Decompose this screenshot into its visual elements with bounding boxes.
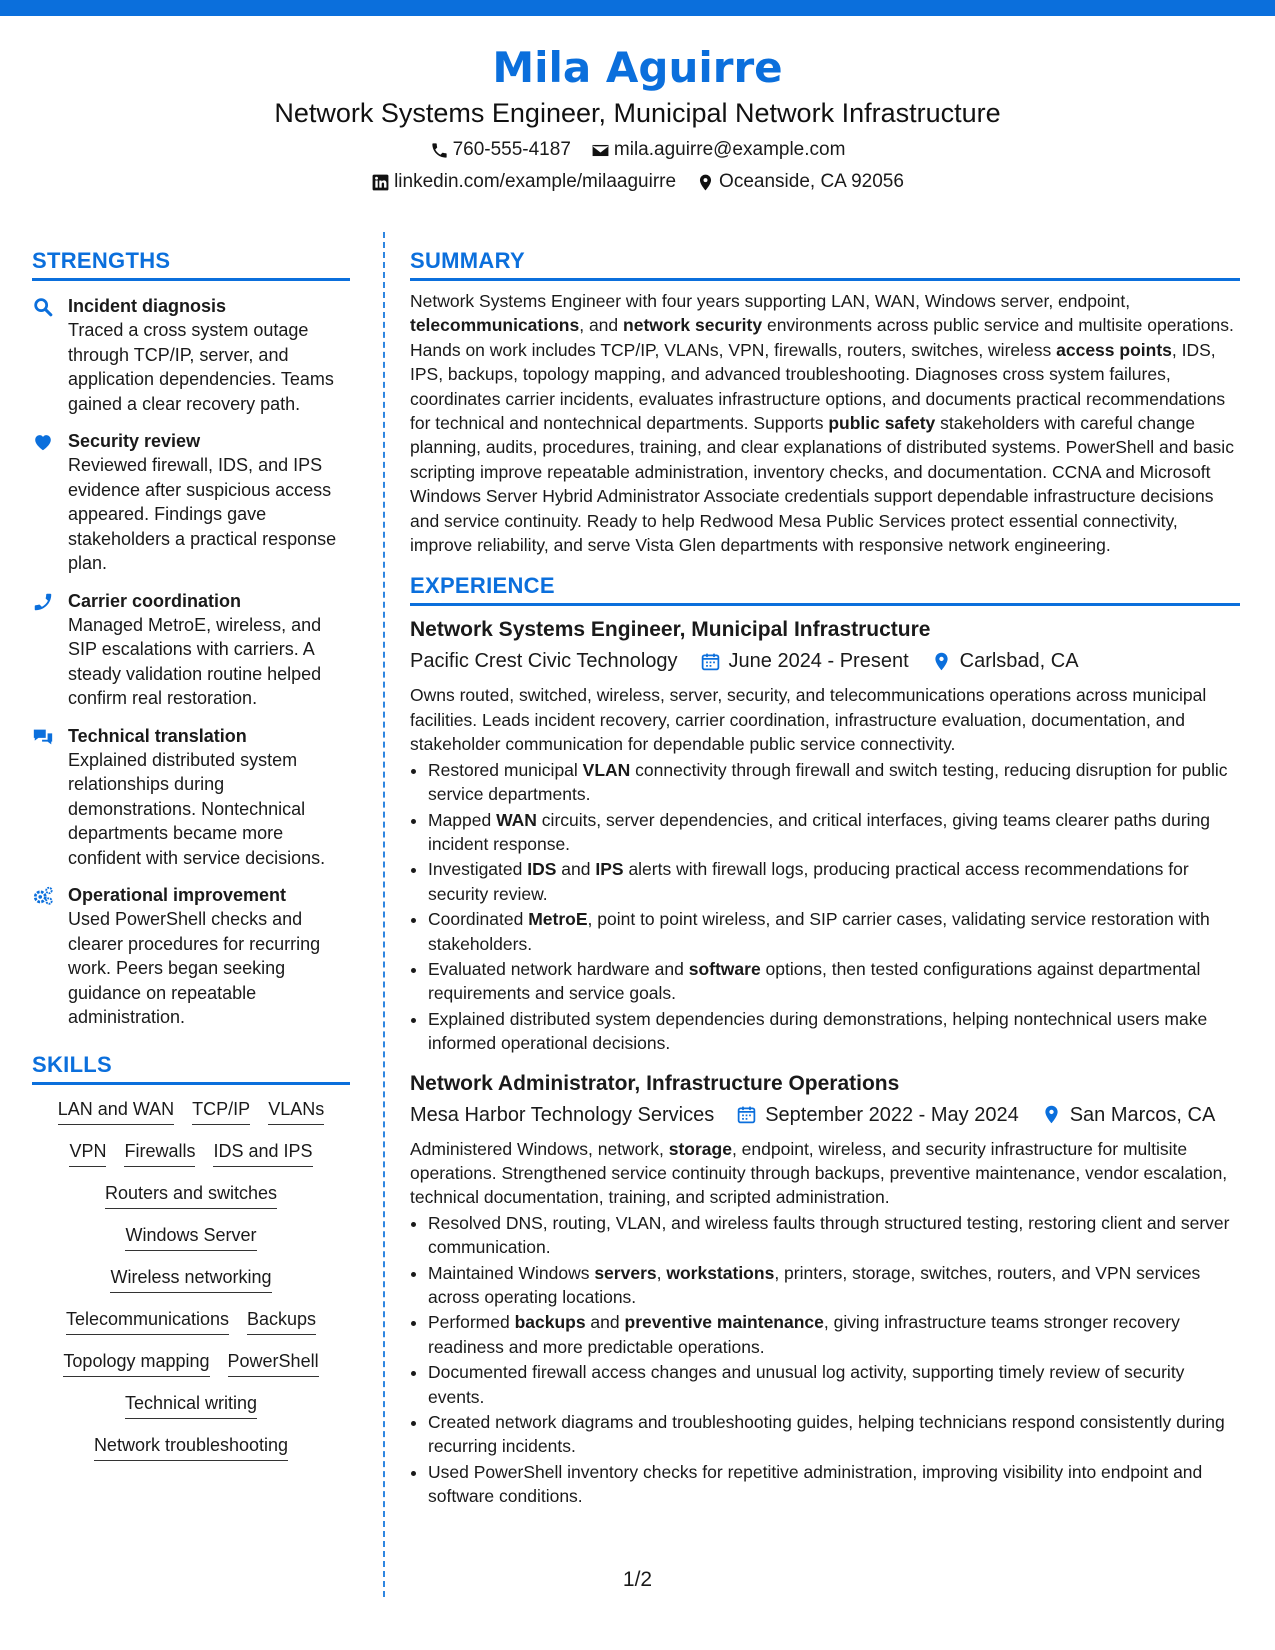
company-name: Pacific Crest Civic Technology xyxy=(410,650,678,673)
text-run: , printers, storage, switches, routers, and VPN services across operating locations. xyxy=(428,1262,1201,1307)
job-bullets xyxy=(410,758,1240,1056)
job-bullets xyxy=(410,1211,1240,1509)
chat-bubbles-icon xyxy=(32,726,54,748)
strength-description: Managed MetroE, wireless, and SIP escalations with carriers. A steady validation routine helped confirm real restoration. xyxy=(68,614,322,708)
bold-keyword: MetroE xyxy=(528,909,588,930)
text-run: Investigated xyxy=(428,859,528,880)
text-run: environments across public service and multisite operations. Hands on work includes TCP/IP, VLANs, VPN, firewalls, routers, switches, wireless xyxy=(410,315,1234,360)
skill-tag: PowerShell xyxy=(228,1349,319,1377)
text-run: Explained distributed system dependencies during demonstrations, helping nontechnical users make informed operational decisions. xyxy=(428,1008,1208,1054)
bullet-item xyxy=(428,1360,1240,1409)
job-description xyxy=(410,1137,1240,1210)
job-title: Network Systems Engineer, Municipal Infrastructure xyxy=(410,618,931,642)
text-run: , endpoint, wireless, and security infrastructure for multisite operations. Strengthened service continuity through backups, preventive maintenance, vendor escalation, technical documentation, training, and scripted administration. xyxy=(410,1138,1228,1208)
text-run: Maintained Windows xyxy=(428,1262,595,1283)
search-icon xyxy=(32,296,54,318)
email-address: mila.aguirre@example.com xyxy=(613,139,846,160)
bold-keyword: preventive maintenance xyxy=(624,1312,824,1333)
strength-item xyxy=(32,429,350,576)
skill-tag: Windows Server xyxy=(125,1223,256,1251)
bold-keyword: storage xyxy=(668,1138,732,1159)
job-location: Carlsbad, CA xyxy=(959,650,1079,673)
skill-row xyxy=(32,1181,350,1209)
strength-description: Reviewed firewall, IDS, and IPS evidence after suspicious access appeared. Findings gave stakeholders a practical response plan. xyxy=(68,455,337,573)
skill-tag: Wireless networking xyxy=(110,1265,271,1293)
text-run: Evaluated network hardware and xyxy=(428,958,689,979)
bullet-item xyxy=(428,957,1240,1006)
bold-keyword: network security xyxy=(623,315,763,336)
bullet-item xyxy=(428,1460,1240,1509)
bullet-item xyxy=(428,857,1240,906)
bold-keyword: telecommunications xyxy=(410,315,580,336)
skills-list xyxy=(32,1097,350,1461)
bold-keyword: servers xyxy=(594,1262,657,1283)
text-run: Administered Windows, network, xyxy=(410,1138,669,1159)
bold-keyword: IPS xyxy=(595,859,624,880)
job-entry xyxy=(410,1070,1240,1509)
text-run: Documented firewall access changes and unusual log activity, supporting timely review of security events. xyxy=(428,1362,1185,1407)
job-meta xyxy=(410,647,1240,675)
strength-item xyxy=(32,724,350,871)
text-run: , xyxy=(656,1262,667,1283)
candidate-title: Network Systems Engineer, Municipal Network Infrastructure xyxy=(274,98,1001,128)
bullet-item xyxy=(428,1410,1240,1459)
skill-row xyxy=(32,1097,350,1125)
text-run: Resolved DNS, routing, VLAN, and wireless faults through structured testing, restoring client and server communication. xyxy=(428,1212,1230,1258)
bullet-item xyxy=(428,907,1240,956)
job-dates: September 2022 - May 2024 xyxy=(765,1103,1019,1126)
job-location: San Marcos, CA xyxy=(1069,1103,1216,1126)
left-column xyxy=(32,248,350,1475)
strengths-heading: STRENGTHS xyxy=(32,248,350,281)
phone-icon xyxy=(32,591,54,613)
strength-title: Operational improvement xyxy=(68,885,287,905)
bullet-item xyxy=(428,1261,1240,1310)
bullet-item xyxy=(428,1007,1240,1056)
location-contact xyxy=(696,170,904,194)
envelope-icon xyxy=(591,141,610,160)
skill-row xyxy=(32,1307,350,1335)
job-entry xyxy=(410,616,1240,1055)
skill-row xyxy=(32,1265,350,1293)
job-title: Network Administrator, Infrastructure Operations xyxy=(410,1071,900,1095)
bold-keyword: WAN xyxy=(496,809,537,830)
strength-item xyxy=(32,294,350,416)
text-run: circuits, server dependencies, and critical interfaces, giving teams clearer paths during incident response. xyxy=(428,809,1211,854)
text-run: Coordinated xyxy=(428,909,529,930)
skill-row xyxy=(32,1433,350,1461)
summary-text xyxy=(410,289,1240,557)
map-pin-icon xyxy=(931,651,952,672)
skill-tag: Technical writing xyxy=(125,1391,257,1419)
skill-tag: Routers and switches xyxy=(105,1181,277,1209)
skill-tag: Network troubleshooting xyxy=(94,1433,288,1461)
skill-row xyxy=(32,1223,350,1251)
text-run: , giving infrastructure teams stronger recovery readiness and more predictable operations. xyxy=(428,1312,1180,1357)
text-run: , IDS, IPS, backups, topology mapping, and advanced troubleshooting. Diagnoses cross system failures, coordinates carrier incidents, evaluates infrastructure options, and documents practical recommendations for technical and nontechnical departments. Supports xyxy=(410,339,1226,434)
strength-title: Technical translation xyxy=(68,725,247,746)
strength-description: Explained distributed system relationships during demonstrations. Nontechnical departments became more confident with service decisions. xyxy=(68,749,326,868)
bold-keyword: backups xyxy=(514,1312,586,1333)
resume-header xyxy=(0,42,1275,194)
phone-contact[interactable] xyxy=(430,138,571,162)
strength-title: Incident diagnosis xyxy=(68,296,227,316)
skills-heading: SKILLS xyxy=(32,1052,350,1085)
text-run: connectivity through firewall and switch testing, reducing disruption for public service departments. xyxy=(428,759,1228,805)
job-meta xyxy=(410,1101,1240,1129)
linkedin-icon xyxy=(371,173,390,192)
phone-icon xyxy=(430,141,449,160)
phone-number: 760-555-4187 xyxy=(452,139,571,160)
company-name: Mesa Harbor Technology Services xyxy=(410,1103,715,1126)
strength-title: Carrier coordination xyxy=(68,590,242,611)
skill-tag: TCP/IP xyxy=(192,1097,250,1125)
skill-row xyxy=(32,1349,350,1377)
text-run: Mapped xyxy=(428,809,497,830)
text-run: Restored municipal xyxy=(428,759,583,780)
skill-tag: IDS and IPS xyxy=(213,1139,312,1167)
job-dates: June 2024 - Present xyxy=(728,650,909,673)
bold-keyword: public safety xyxy=(828,413,936,434)
strength-item xyxy=(32,589,350,711)
bold-keyword: software xyxy=(688,958,761,979)
strength-item xyxy=(32,883,350,1030)
experience-heading: EXPERIENCE xyxy=(410,573,1240,606)
text-run: Owns routed, switched, wireless, server, security, and telecommunications operations across municipal facilities. Leads incident recovery, carrier coordination, infrastructure evaluation, documentation, and stakeholder communication for dependable public service connectivity. xyxy=(410,685,1207,755)
email-contact[interactable] xyxy=(591,138,846,162)
linkedin-url: linkedin.com/example/milaaguirre xyxy=(394,171,677,192)
contact-row-2 xyxy=(0,170,1275,194)
bold-keyword: VLAN xyxy=(582,759,631,780)
text-run: , point to point wireless, and SIP carrier cases, validating service restoration with stakeholders. xyxy=(428,909,1210,954)
summary-heading: SUMMARY xyxy=(410,248,1240,281)
text-run: , and xyxy=(579,315,624,336)
location-text: Oceanside, CA 92056 xyxy=(719,171,904,192)
heart-icon xyxy=(32,431,54,453)
bullet-item xyxy=(428,808,1240,857)
gears-icon xyxy=(32,885,54,907)
text-run: stakeholders with careful change planning, audits, procedures, training, and clear explanations of distributed systems. PowerShell and basic scripting improve repeatable administration, inventory checks, and documentation. CCNA and Microsoft Windows Server Hybrid Administrator Associate credentials support dependable infrastructure decisions and service continuity. Ready to help Redwood Mesa Public Services protect essential connectivity, improve reliability, and serve Vista Glen departments with responsive network engineering. xyxy=(410,413,1234,556)
bold-keyword: workstations xyxy=(666,1262,775,1283)
linkedin-contact[interactable] xyxy=(371,170,676,194)
text-run: and xyxy=(585,1312,625,1333)
skill-tag: Firewalls xyxy=(124,1139,195,1167)
skill-tag: VPN xyxy=(69,1139,106,1167)
text-run: Network Systems Engineer with four years supporting LAN, WAN, Windows server, endpoint, xyxy=(410,291,1131,311)
strength-description: Used PowerShell checks and clearer procedures for recurring work. Peers began seeking guidance on repeatable administration. xyxy=(68,909,321,1027)
calendar-icon xyxy=(700,651,721,672)
right-column xyxy=(410,248,1240,1509)
contact-row-1 xyxy=(0,138,1275,162)
skill-tag: LAN and WAN xyxy=(58,1097,174,1125)
text-run: and xyxy=(556,859,596,880)
column-divider xyxy=(383,232,385,1597)
map-pin-icon xyxy=(696,173,715,192)
strength-title: Security review xyxy=(68,431,201,451)
text-run: Created network diagrams and troubleshooting guides, helping technicians respond consistently during recurring incidents. xyxy=(428,1412,1225,1457)
skill-row xyxy=(32,1391,350,1419)
bold-keyword: IDS xyxy=(527,859,557,880)
text-run: Performed xyxy=(428,1312,515,1333)
text-run: alerts with firewall logs, producing practical access recommendations for security review. xyxy=(428,859,1189,904)
skill-tag: Topology mapping xyxy=(63,1349,209,1377)
bullet-item xyxy=(428,1310,1240,1359)
calendar-icon xyxy=(736,1104,757,1125)
map-pin-icon xyxy=(1041,1104,1062,1125)
job-description xyxy=(410,683,1240,756)
skill-tag: Backups xyxy=(247,1307,316,1335)
strength-description: Traced a cross system outage through TCP/IP, server, and application dependencies. Teams gained a clear recovery path. xyxy=(68,320,334,414)
skill-tag: VLANs xyxy=(268,1097,324,1125)
page-number: 1/2 xyxy=(622,1568,653,1591)
bullet-item xyxy=(428,758,1240,807)
skill-row xyxy=(32,1139,350,1167)
text-run: Used PowerShell inventory checks for repetitive administration, improving visibility into endpoint and software conditions. xyxy=(428,1461,1203,1507)
top-accent-bar xyxy=(0,0,1275,16)
bold-keyword: access points xyxy=(1056,339,1172,360)
text-run: options, then tested configurations against departmental requirements and service goals. xyxy=(428,958,1201,1004)
skill-tag: Telecommunications xyxy=(66,1307,229,1335)
candidate-name: Mila Aguirre xyxy=(492,43,783,92)
bullet-item xyxy=(428,1211,1240,1260)
